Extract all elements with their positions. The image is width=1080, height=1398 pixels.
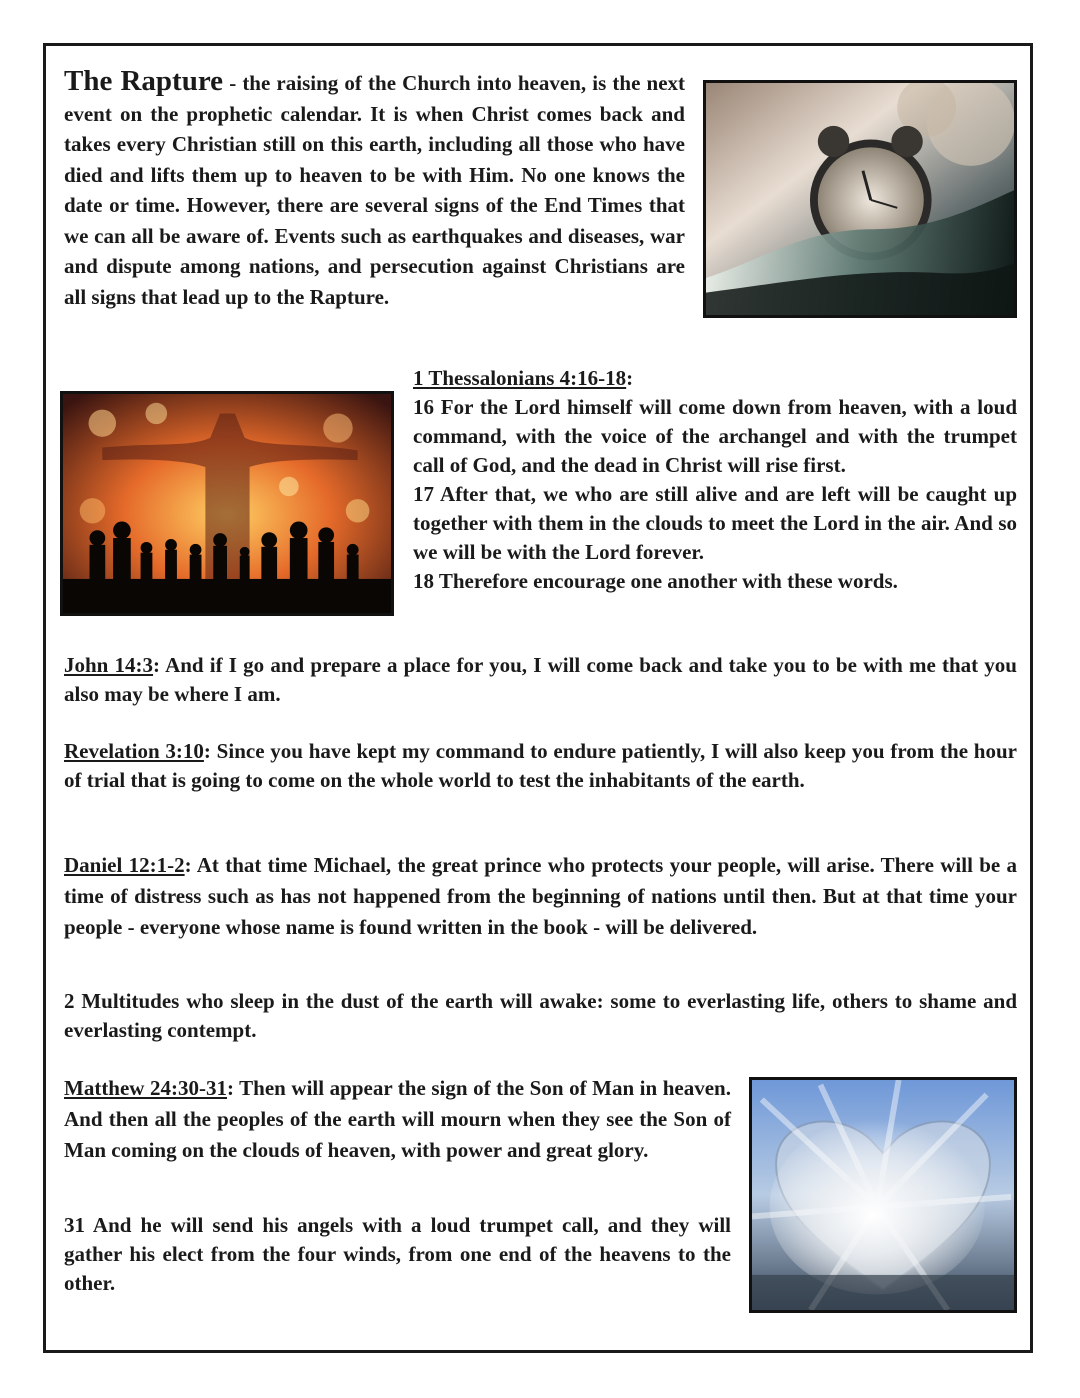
page-title: The Rapture <box>64 65 224 97</box>
revelation-text: : Since you have kept my command to endure patiently, I will also keep you from the hour of trial that is going to come on the whole world to test the inhabitants of the earth. <box>64 739 1017 792</box>
john-text: : And if I go and prepare a place for you, I will come back and take you to be with me that you also may be where I am. <box>64 653 1017 706</box>
daniel-passage <box>64 850 1017 943</box>
thessalonians-heading <box>413 364 1017 393</box>
john-passage <box>64 651 1017 709</box>
thessalonians-verse-17: 17 After that, we who are still alive and are left will be caught up together with them in the clouds to meet the Lord in the air. And so we will be with the Lord forever. <box>413 482 1017 564</box>
john-ref: John 14:3 <box>64 653 154 677</box>
heart-of-light-image <box>749 1077 1017 1313</box>
thessalonians-colon: : <box>626 366 634 390</box>
intro-paragraph <box>64 66 685 312</box>
daniel-text: : At that time Michael, the great prince who protects your people, will arise. There will be a time of distress such as has not happened from the beginning of nations until then. But at that time your people - everyone whose name is found written in the book - will be delivered. <box>64 853 1017 939</box>
daniel-ref: Daniel 12:1-2 <box>64 853 185 877</box>
revelation-ref: Revelation 3:10 <box>64 739 204 763</box>
thessalonians-verse-18: 18 Therefore encourage one another with these words. <box>413 569 898 593</box>
revelation-passage <box>64 737 1017 795</box>
matthew-ref: Matthew 24:30-31 <box>64 1076 228 1100</box>
thessalonians-passage <box>413 364 1017 596</box>
clock-in-storm-image <box>703 80 1017 318</box>
matthew-verse-31: 31 And he will send his angels with a loud trumpet call, and they will gather his elect from the four winds, from one end of the heavens to the other. <box>64 1213 731 1295</box>
daniel-verse-2: 2 Multitudes who sleep in the dust of the earth will awake: some to everlasting life, others to shame and everlasting contempt. <box>64 989 1017 1042</box>
intro-text: - the raising of the Church into heaven, is the next event on the prophetic calendar. It is when Christ comes back and takes every Christian still on this earth, including all those who have died and lifts them up to heaven to be with Him. No one knows the date or time. However, there are several signs of the End Times that we can all be aware of. Events such as earthquakes and diseases, war and dispute among nations, and persecution against Christians are all signs that lead up to the Rapture. <box>64 71 686 309</box>
matthew-text: : Then will appear the sign of the Son of Man in heaven. And then all the peoples of the earth will mourn when they see the Son of Man coming on the clouds of heaven, with power and great glory. <box>64 1076 731 1162</box>
matthew-passage <box>64 1073 731 1166</box>
crowd-before-christ-statue-image <box>60 391 394 616</box>
thessalonians-verse-16: 16 For the Lord himself will come down from heaven, with a loud command, with the voice of the archangel and with the trumpet call of God, and the dead in Christ will rise first. <box>413 395 1017 477</box>
thessalonians-ref: 1 Thessalonians 4:16-18 <box>413 366 627 390</box>
